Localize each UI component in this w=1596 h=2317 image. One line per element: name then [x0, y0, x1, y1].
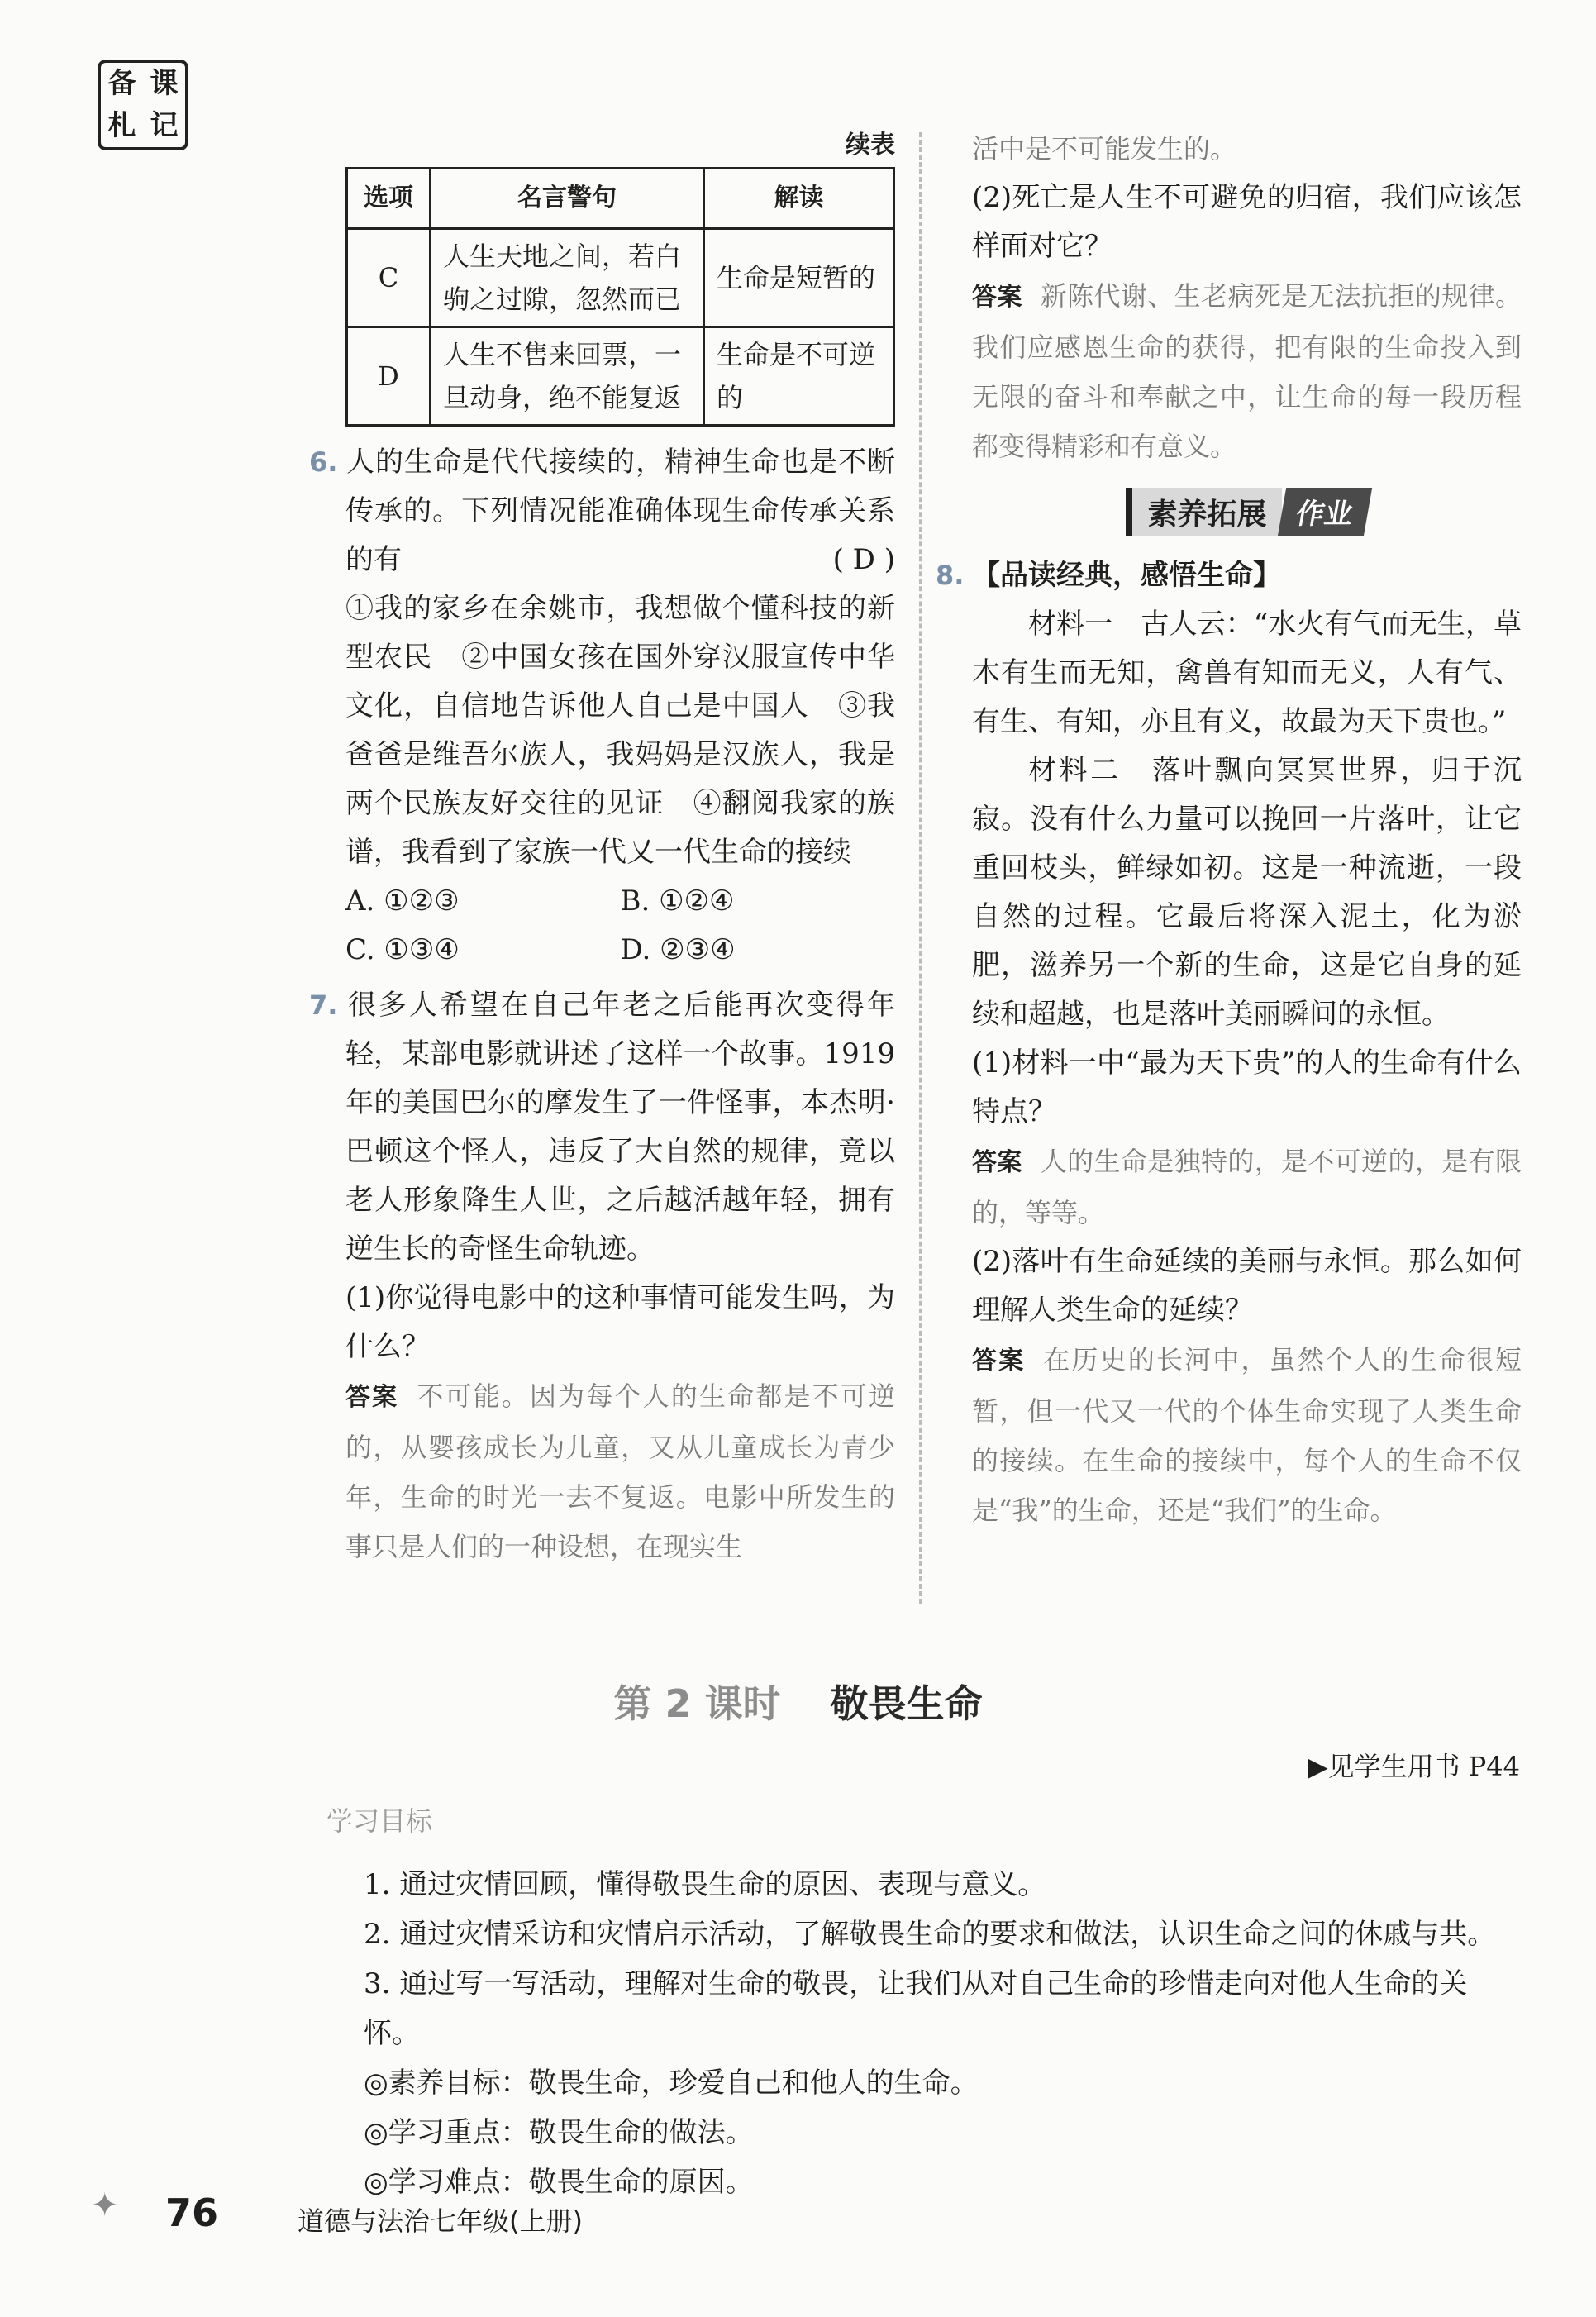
badge-char: 记: [150, 109, 179, 142]
answer-block: [972, 1137, 1522, 1237]
answer-text: 人的生命是独特的，是不可逆的，是有限的，等等。: [972, 1146, 1522, 1228]
table-cell-option: D: [347, 327, 431, 426]
lesson-title: [0, 1674, 1596, 1728]
question-6-options: [345, 877, 895, 975]
goal-item: ◎学习难点：敬畏生命的原因。: [364, 2166, 754, 2199]
answer-label: 答案: [972, 1347, 1026, 1375]
answer-block: [972, 1335, 1522, 1535]
table-row: [347, 229, 894, 327]
answer-label: 答案: [972, 1148, 1022, 1177]
answer-text: 在历史的长河中，虽然个人的生命很短暂，但一代又一代的个体生命实现了人类生命的接续。在生命的接续中，每个人的生命不仅是“我”的生命，还是“我们”的生命。: [972, 1344, 1522, 1526]
answer-text: 不可能。因为每个人的生命都是不可逆的，从婴孩成长为儿童，又从儿童成长为青少年，生命的时光一去不复返。电影中所发生的事只是人们的一种设想，在现实生: [345, 1380, 895, 1562]
answer-block: [972, 271, 1522, 471]
extension-banner: [972, 488, 1522, 536]
option: D. ②③④: [620, 933, 736, 966]
option: C. ①③④: [345, 933, 460, 966]
continued-label: 续表: [846, 131, 895, 160]
question-7-stem: [309, 981, 895, 1274]
see-book-reference: ▶见学生用书 P44: [1307, 1751, 1520, 1782]
table-cell-meaning: 生命是不可逆的: [704, 327, 894, 426]
right-column: [936, 124, 1522, 1535]
goal-item: ◎学习重点：敬畏生命的做法。: [364, 2116, 754, 2149]
answer-label: 答案: [345, 1383, 399, 1412]
book-title: 道德与法治七年级(上册): [298, 2205, 583, 2237]
left-column: [309, 124, 895, 1571]
table-header: 选项: [347, 169, 431, 229]
question-6-items: ①我的家乡在余姚市，我想做个懂科技的新型农民 ②中国女孩在国外穿汉服宣传中华文化，自信地告诉他人自己是中国人 ③我爸爸是维吾尔族人，我妈妈是汉族人，我是两个民族友好交往的见证 ④翻阅我家的族谱，我看到了家族一代又一代生命的接续: [345, 592, 895, 869]
table-row: [347, 327, 894, 426]
goal-item: 2. 通过灾情采访和灾情启示活动，了解敬畏生命的要求和做法，认识生命之间的休戚与共。: [364, 1918, 1496, 1951]
answer-continuation: 活中是不可能发生的。: [972, 133, 1237, 164]
goal-item: ◎素养目标：敬畏生命，珍爱自己和他人的生命。: [364, 2067, 979, 2100]
page-number: 76: [165, 2191, 219, 2235]
option: A. ①②③: [345, 884, 460, 918]
question-8-sub2: (2)落叶有生命延续的美丽与永恒。那么如何理解人类生命的延续？: [972, 1245, 1522, 1327]
option: B. ①②④: [620, 884, 735, 918]
material-2: 材料二 落叶飘向冥冥世界，归于沉寂。没有什么力量可以挽回一片落叶，让它重回枝头，鲜绿如初。这是一种流逝，一段自然的过程。它最后将深入泥土，化为淤肥，滋养另一个新的生命，这是它自身的延续和超越，也是落叶美丽瞬间的永恒。: [972, 754, 1522, 1031]
table-header-row: [347, 169, 894, 229]
notes-badge: [98, 60, 188, 150]
goal-item: 3. 通过写一写活动，理解对生命的敬畏，让我们从对自己生命的珍惜走向对他人生命的关怀。: [364, 1967, 1468, 2050]
question-8-sub1: (1)材料一中“最为天下贵”的人的生命有什么特点？: [972, 1046, 1522, 1128]
goals-heading: 学习目标: [326, 1805, 433, 1837]
table-cell-meaning: 生命是短暂的: [704, 229, 894, 327]
goal-item: 1. 通过灾情回顾，懂得敬畏生命的原因、表现与意义。: [364, 1868, 1046, 1901]
question-8-title: [936, 551, 1522, 600]
question-number: 7.: [309, 989, 338, 1021]
banner-label: 素养拓展: [1126, 488, 1281, 536]
answer-block: [345, 1371, 895, 1571]
lesson-name: 敬畏生命: [830, 1681, 983, 1726]
table-cell-quote: 人生天地之间，若白驹之过隙，忽然而已: [431, 229, 704, 327]
question-answer: ( D ): [832, 543, 895, 576]
table-header: 名言警句: [431, 169, 704, 229]
question-text: 【品读经典，感悟生命】: [972, 559, 1281, 592]
table-cell-quote: 人生不售来回票，一旦动身，绝不能复返: [431, 327, 704, 426]
banner-tag: 作业: [1277, 488, 1371, 536]
answer-text: 新陈代谢、生老病死是无法抗拒的规律。我们应感恩生命的获得，把有限的生命投入到无限的奋斗和奉献之中，让生命的每一段历程都变得精彩和有意义。: [972, 280, 1522, 462]
decoration-icon: ✦: [91, 2186, 119, 2224]
goals-list: [364, 1860, 1521, 2207]
question-6-stem: [309, 438, 895, 584]
question-7-sub1: (1)你觉得电影中的这种事情可能发生吗，为什么？: [345, 1281, 895, 1363]
material-1: 材料一 古人云：“水火有气而无生，草木有生而无知，禽兽有知而无义，人有气、有生、有知，亦且有义，故最为天下贵也。”: [972, 608, 1522, 738]
question-text: 很多人希望在自己年老之后能再次变得年轻，某部电影就讲述了这样一个故事。1919年的美国巴尔的摩发生了一件怪事，本杰明·巴顿这个怪人，违反了大自然的规律，竟以老人形象降生人世，之后越活越年轻，拥有逆生长的奇怪生命轨迹。: [345, 989, 895, 1266]
answer-label: 答案: [972, 283, 1022, 312]
badge-char: 札: [107, 109, 136, 142]
column-divider: [919, 132, 922, 1604]
table-cell-option: C: [347, 229, 431, 327]
question-7-sub2: (2)死亡是人生不可避免的归宿，我们应该怎样面对它？: [972, 181, 1522, 263]
quotes-table: [345, 167, 895, 427]
badge-char: 备: [107, 67, 136, 100]
question-number: 6.: [309, 446, 338, 478]
lesson-number: 第 2 课时: [613, 1681, 781, 1726]
table-header: 解读: [704, 169, 894, 229]
question-text: 人的生命是代代接续的，精神生命也是不断传承的。下列情况能准确体现生命传承关系的有: [345, 446, 895, 576]
question-number: 8.: [936, 560, 965, 591]
badge-char: 课: [150, 67, 179, 100]
